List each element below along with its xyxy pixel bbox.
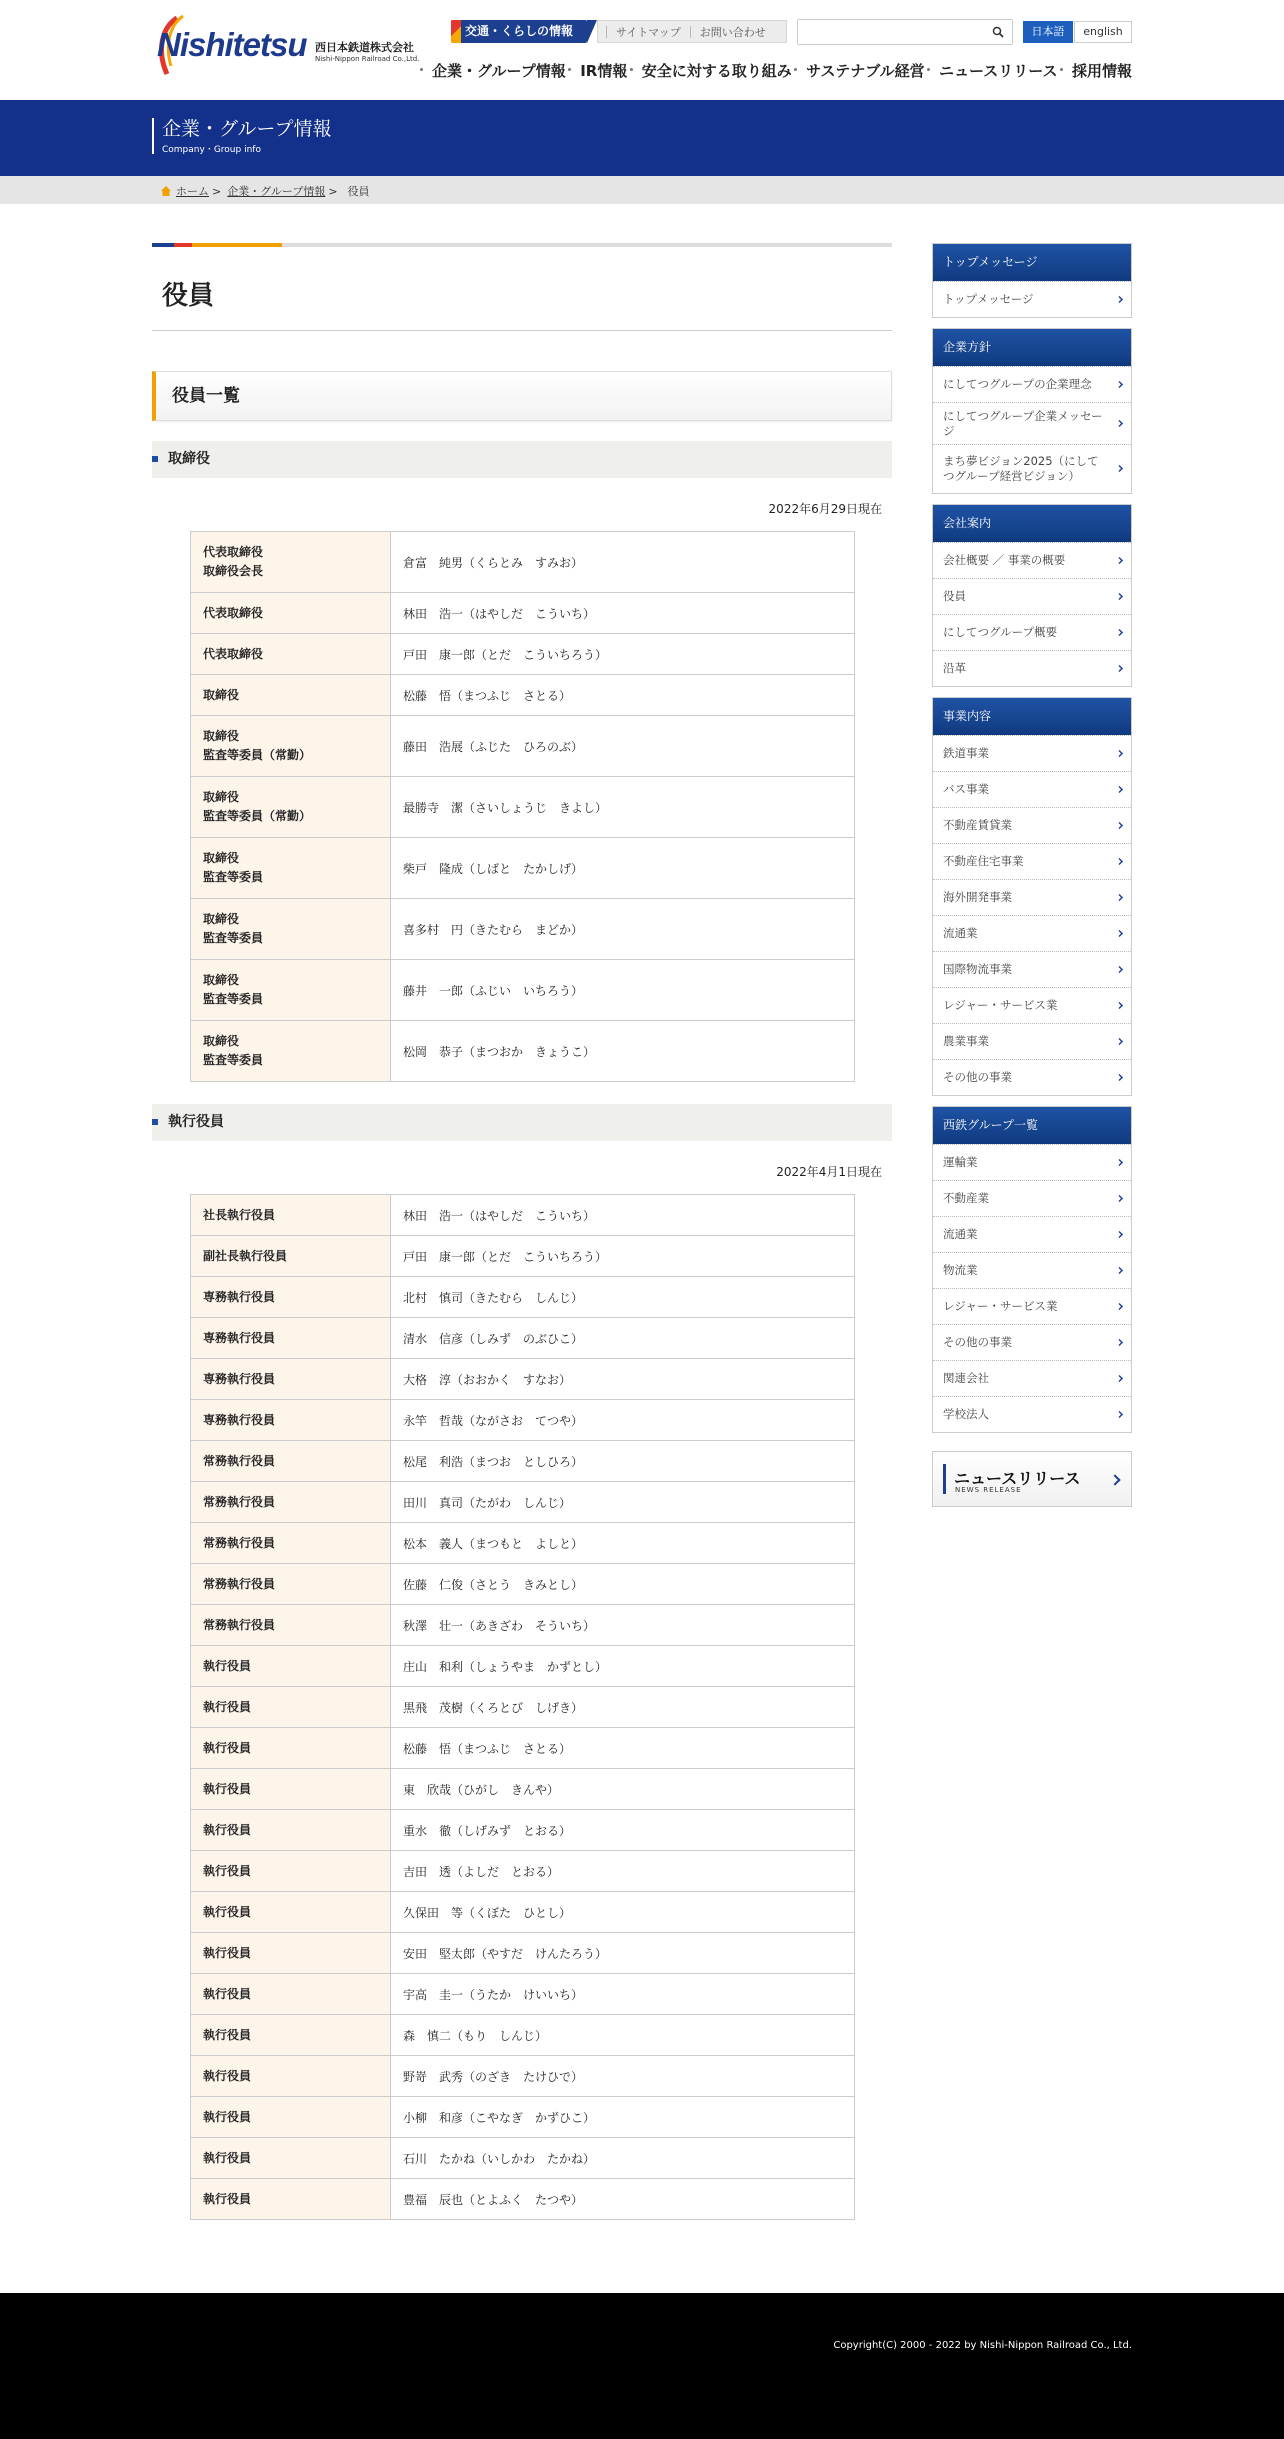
officer-role: 執行役員 — [191, 2138, 391, 2179]
sidebar-item[interactable] — [933, 650, 1131, 686]
nav-company-group[interactable]: 企業・グループ情報 — [420, 60, 566, 82]
officer-role: 専務執行役員 — [191, 1318, 391, 1359]
nav-news-release[interactable]: ニュースリリース — [927, 60, 1058, 82]
officer-role: 執行役員 — [191, 1974, 391, 2015]
chevron-right-icon — [1116, 750, 1123, 757]
sidebar-item-label: 不動産賃貸業 — [943, 818, 1012, 832]
chevron-right-icon — [1116, 1038, 1123, 1045]
breadcrumb-separator: > — [212, 184, 222, 198]
officer-name: 宇高 圭一（うたか けいいち） — [391, 1974, 855, 2015]
officer-role: 取締役 監査等委員 — [191, 1021, 391, 1082]
news-release-title: ニュースリリース — [954, 1469, 1081, 1488]
sidebar-group-title[interactable]: 企業方針 — [933, 329, 1131, 366]
sidebar-group — [932, 243, 1132, 318]
sidebar-group-title[interactable]: 会社案内 — [933, 505, 1131, 542]
officer-name: 小柳 和彦（こやなぎ かずひこ） — [391, 2097, 855, 2138]
officer-role: 代表取締役 — [191, 634, 391, 675]
sidebar-item[interactable] — [933, 1180, 1131, 1216]
officer-role: 執行役員 — [191, 1892, 391, 1933]
chevron-right-icon — [1116, 822, 1123, 829]
officer-role: 社長執行役員 — [191, 1195, 391, 1236]
transport-info-label: 交通・くらしの情報 — [464, 24, 573, 38]
officer-row — [191, 1236, 855, 1277]
chevron-right-icon — [1116, 1375, 1123, 1382]
sidebar-item[interactable] — [933, 1288, 1131, 1324]
arrow-tab-decoration — [587, 20, 597, 43]
officer-name: 松岡 恭子（まつおか きょうこ） — [391, 1021, 855, 1082]
transport-info-button[interactable] — [451, 20, 587, 43]
officer-row — [191, 634, 855, 675]
lang-english-button[interactable]: english — [1074, 21, 1132, 43]
sidebar-item-label: 学校法人 — [943, 1407, 989, 1421]
chevron-right-icon — [1116, 930, 1123, 937]
sidebar-item-label: まち夢ビジョン2025（にしてつグループ経営ビジョン） — [943, 454, 1099, 483]
sidebar-item[interactable] — [933, 1252, 1131, 1288]
chevron-right-icon — [1116, 894, 1123, 901]
officer-row — [191, 838, 855, 899]
sidebar-group — [932, 697, 1132, 1096]
sidebar-item[interactable] — [933, 1144, 1131, 1180]
nav-ir[interactable]: IR情報 — [568, 60, 627, 82]
officer-row — [191, 593, 855, 634]
sidebar-item[interactable] — [933, 1396, 1131, 1432]
officer-row — [191, 1021, 855, 1082]
officer-row — [191, 2179, 855, 2220]
officer-row — [191, 1810, 855, 1851]
sidebar-group — [932, 328, 1132, 494]
officer-name: 清水 信彦（しみず のぶひこ） — [391, 1318, 855, 1359]
category-banner — [0, 100, 1284, 176]
officer-role: 取締役 監査等委員（常勤） — [191, 716, 391, 777]
officer-name: 倉富 純男（くらとみ すみお） — [391, 532, 855, 593]
officer-name: 庄山 和利（しょうやま かずとし） — [391, 1646, 855, 1687]
sidebar-item-label: トップメッセージ — [943, 292, 1034, 306]
chevron-right-icon — [1116, 1339, 1123, 1346]
banner-subtitle: Company・Group info — [162, 145, 261, 155]
banner-heading — [152, 118, 331, 154]
officer-role: 執行役員 — [191, 2179, 391, 2220]
divider — [606, 26, 607, 38]
sidebar-item[interactable] — [933, 402, 1131, 444]
officer-role: 執行役員 — [191, 1646, 391, 1687]
executives-as-of: 2022年4月1日現在 — [776, 1165, 882, 1179]
sidebar-item-label: 関連会社 — [943, 1371, 989, 1385]
chevron-right-icon — [1116, 381, 1123, 388]
sidebar-item[interactable] — [933, 915, 1131, 951]
sidebar-item[interactable] — [933, 444, 1131, 493]
sidebar-item-label: 役員 — [943, 589, 966, 603]
executives-table — [190, 1194, 855, 2220]
officer-name: 大格 淳（おおかく すなお） — [391, 1359, 855, 1400]
officer-row — [191, 532, 855, 593]
officer-row — [191, 2138, 855, 2179]
nav-safety[interactable]: 安全に対する取り組み — [630, 60, 792, 82]
sidebar-group — [932, 504, 1132, 687]
breadcrumb — [0, 176, 1284, 204]
officer-row — [191, 1851, 855, 1892]
sidebar-item-label: にしてつグループ概要 — [943, 625, 1058, 639]
officer-row — [191, 716, 855, 777]
officer-name: 松藤 悟（まつふじ さとる） — [391, 675, 855, 716]
chevron-right-icon — [1116, 465, 1123, 472]
chevron-right-icon — [1109, 1474, 1120, 1485]
officer-row — [191, 1441, 855, 1482]
lang-japanese-button[interactable]: 日本語 — [1023, 21, 1073, 43]
officer-role: 執行役員 — [191, 1769, 391, 1810]
officer-role: 常務執行役員 — [191, 1564, 391, 1605]
officer-name: 藤井 一郎（ふじい いちろう） — [391, 960, 855, 1021]
officer-name: 喜多村 円（きたむら まどか） — [391, 899, 855, 960]
officer-name: 戸田 康一郎（とだ こういちろう） — [391, 1236, 855, 1277]
chevron-right-icon — [1116, 1074, 1123, 1081]
officer-name: 黒飛 茂樹（くろとび しげき） — [391, 1687, 855, 1728]
sidebar-item[interactable] — [933, 614, 1131, 650]
sidebar-item-label: 沿革 — [943, 661, 966, 675]
officer-role: 常務執行役員 — [191, 1482, 391, 1523]
officer-name: 柴戸 隆成（しばと たかしげ） — [391, 838, 855, 899]
officer-name: 佐藤 仁俊（さとう きみとし） — [391, 1564, 855, 1605]
officer-name: 安田 堅太郎（やすだ けんたろう） — [391, 1933, 855, 1974]
officer-role: 専務執行役員 — [191, 1277, 391, 1318]
chevron-right-icon — [1116, 629, 1123, 636]
sidebar-item-label: 農業事業 — [943, 1034, 989, 1048]
chevron-right-icon — [1116, 1002, 1123, 1009]
officer-row — [191, 1646, 855, 1687]
officer-role: 常務執行役員 — [191, 1605, 391, 1646]
sidebar-item[interactable] — [933, 1216, 1131, 1252]
news-release-banner[interactable] — [932, 1451, 1132, 1507]
sidebar-item-label: 流通業 — [943, 926, 978, 940]
chevron-right-icon — [1116, 1159, 1123, 1166]
officer-row — [191, 1974, 855, 2015]
officer-name: 林田 浩一（はやしだ こういち） — [391, 593, 855, 634]
breadcrumb-separator: > — [328, 184, 338, 198]
contact-link[interactable]: お問い合わせ — [699, 25, 766, 39]
main-content — [152, 243, 892, 2220]
sidebar-item-label: その他の事業 — [943, 1335, 1012, 1349]
nav-recruit[interactable]: 採用情報 — [1060, 60, 1132, 82]
sidebar-item-label: 流通業 — [943, 1227, 978, 1241]
officer-role: 執行役員 — [191, 1851, 391, 1892]
banner-title: 企業・グループ情報 — [162, 118, 332, 140]
nav-sustainability[interactable]: サステナブル経営 — [794, 60, 925, 82]
officer-role: 副社長執行役員 — [191, 1236, 391, 1277]
sidebar-item-label: 物流業 — [943, 1263, 978, 1277]
officer-name: 森 慎二（もり しんじ） — [391, 2015, 855, 2056]
officer-row — [191, 1564, 855, 1605]
officer-role: 取締役 監査等委員 — [191, 899, 391, 960]
officer-row — [191, 2015, 855, 2056]
officer-name: 松藤 悟（まつふじ さとる） — [391, 1728, 855, 1769]
officer-row — [191, 1359, 855, 1400]
chevron-right-icon — [1116, 1303, 1123, 1310]
officer-row — [191, 777, 855, 838]
sidebar-item[interactable] — [933, 987, 1131, 1023]
sidebar-item[interactable] — [933, 951, 1131, 987]
officer-row — [191, 1892, 855, 1933]
sidebar-item-label: 海外開発事業 — [943, 890, 1012, 904]
chevron-right-icon — [1116, 420, 1123, 427]
news-release-subtitle: NEWS RELEASE — [955, 1486, 1022, 1494]
divider — [690, 26, 691, 38]
sidebar-item-label: 不動産業 — [943, 1191, 989, 1205]
sidebar-item[interactable] — [933, 879, 1131, 915]
officer-name: 藤田 浩展（ふじた ひろのぶ） — [391, 716, 855, 777]
officer-row — [191, 1277, 855, 1318]
officer-row — [191, 1482, 855, 1523]
directors-as-of: 2022年6月29日現在 — [768, 502, 882, 516]
sidebar-item-label: 国際物流事業 — [943, 962, 1012, 976]
site-footer — [0, 2293, 1284, 2439]
search-icon[interactable] — [992, 26, 1004, 38]
sidebar — [932, 243, 1132, 1507]
officer-row — [191, 1933, 855, 1974]
officer-row — [191, 1318, 855, 1359]
chevron-right-icon — [1116, 665, 1123, 672]
officer-role: 執行役員 — [191, 1933, 391, 1974]
officer-role: 常務執行役員 — [191, 1523, 391, 1564]
logo-company-jp: 西日本鉄道株式会社 — [315, 41, 414, 54]
officer-name: 豊福 辰也（とよふく たつや） — [391, 2179, 855, 2220]
officer-role: 執行役員 — [191, 1728, 391, 1769]
officer-role: 取締役 監査等委員 — [191, 960, 391, 1021]
sidebar-item[interactable] — [933, 1324, 1131, 1360]
officer-role: 常務執行役員 — [191, 1441, 391, 1482]
sidebar-group-title[interactable]: 西鉄グループ一覧 — [933, 1107, 1131, 1144]
logo-wordmark: Nishitetsu — [157, 26, 307, 63]
chevron-right-icon — [1116, 1267, 1123, 1274]
executives-heading: 執行役員 — [152, 1104, 892, 1141]
sidebar-item[interactable] — [933, 1360, 1131, 1396]
officer-role: 代表取締役 — [191, 593, 391, 634]
officer-row — [191, 960, 855, 1021]
officer-name: 松尾 利浩（まつお としひろ） — [391, 1441, 855, 1482]
officer-name: 戸田 康一郎（とだ こういちろう） — [391, 634, 855, 675]
officer-row — [191, 2056, 855, 2097]
chevron-right-icon — [1116, 1411, 1123, 1418]
officer-name: 久保田 等（くぼた ひとし） — [391, 1892, 855, 1933]
global-nav — [420, 60, 1132, 82]
sidebar-item[interactable] — [933, 843, 1131, 879]
officer-name: 重水 徹（しげみず とおる） — [391, 1810, 855, 1851]
officer-row — [191, 1523, 855, 1564]
sidebar-item[interactable] — [933, 1059, 1131, 1095]
sidebar-item-label: にしてつグループ企業メッセージ — [943, 408, 1103, 438]
officer-row — [191, 899, 855, 960]
sidebar-item-label: レジャー・サービス業 — [943, 1299, 1058, 1313]
chevron-right-icon — [1116, 1195, 1123, 1202]
officer-name: 北村 慎司（きたむら しんじ） — [391, 1277, 855, 1318]
sidebar-group-title[interactable]: 事業内容 — [933, 698, 1131, 735]
site-logo[interactable] — [155, 12, 425, 82]
breadcrumb-parent-link[interactable]: 企業・グループ情報 — [227, 185, 326, 198]
sidebar-item-label: 会社概要 ／ 事業の概要 — [943, 553, 1066, 567]
accent-bar — [943, 1464, 946, 1494]
chevron-right-icon — [1116, 786, 1123, 793]
officer-role: 取締役 — [191, 675, 391, 716]
sidebar-item-label: 不動産住宅事業 — [943, 854, 1024, 868]
officer-role: 専務執行役員 — [191, 1400, 391, 1441]
section-heading: 役員一覧 — [152, 371, 892, 421]
sidebar-item[interactable] — [933, 366, 1131, 402]
officer-name: 石川 たかね（いしかわ たかね） — [391, 2138, 855, 2179]
sitemap-link[interactable]: サイトマップ — [616, 25, 681, 39]
site-header — [0, 0, 1284, 100]
sidebar-item-label: 運輸業 — [943, 1155, 978, 1169]
search-box — [797, 19, 1013, 45]
utility-links — [597, 20, 787, 43]
officer-role: 執行役員 — [191, 1810, 391, 1851]
copyright: Copyright(C) 2000 - 2022 by Nishi-Nippon Railroad Co., Ltd. — [833, 2340, 1132, 2351]
officer-role: 代表取締役 取締役会長 — [191, 532, 391, 593]
sidebar-item-label: レジャー・サービス業 — [943, 998, 1058, 1012]
sidebar-item-label: 鉄道事業 — [943, 746, 989, 760]
sidebar-item[interactable] — [933, 1023, 1131, 1059]
chevron-right-icon — [1116, 1231, 1123, 1238]
chevron-right-icon — [1116, 557, 1123, 564]
search-input[interactable] — [798, 20, 978, 44]
officer-row — [191, 1400, 855, 1441]
directors-table — [190, 531, 855, 1082]
logo-company-en: Nishi-Nippon Railroad Co.,Ltd. — [315, 55, 420, 63]
sidebar-group-title[interactable]: トップメッセージ — [933, 244, 1131, 281]
officer-name: 永竿 哲哉（ながさお てつや） — [391, 1400, 855, 1441]
home-icon — [160, 185, 172, 197]
officer-name: 吉田 透（よしだ とおる） — [391, 1851, 855, 1892]
sidebar-item[interactable] — [933, 542, 1131, 578]
chevron-right-icon — [1116, 593, 1123, 600]
officer-name: 最勝寺 潔（さいしょうじ きよし） — [391, 777, 855, 838]
officer-name: 東 欣哉（ひがし きんや） — [391, 1769, 855, 1810]
officer-row — [191, 1769, 855, 1810]
sidebar-group — [932, 1106, 1132, 1433]
page-title: 役員 — [152, 247, 892, 331]
sidebar-item-label: にしてつグループの企業理念 — [943, 377, 1092, 391]
officer-name: 田川 真司（たがわ しんじ） — [391, 1482, 855, 1523]
sidebar-item-label: バス事業 — [943, 782, 989, 796]
officer-role: 専務執行役員 — [191, 1359, 391, 1400]
directors-heading: 取締役 — [152, 441, 892, 478]
sidebar-item[interactable] — [933, 807, 1131, 843]
officer-role: 取締役 監査等委員（常勤） — [191, 777, 391, 838]
officer-row — [191, 1687, 855, 1728]
officer-name: 野嵜 武秀（のざき たけひで） — [391, 2056, 855, 2097]
sidebar-item[interactable] — [933, 735, 1131, 771]
breadcrumb-current: 役員 — [347, 185, 370, 198]
officer-role: 執行役員 — [191, 1687, 391, 1728]
officer-row — [191, 1728, 855, 1769]
officer-name: 松本 義人（まつもと よしと） — [391, 1523, 855, 1564]
chevron-right-icon — [1116, 296, 1123, 303]
officer-role: 執行役員 — [191, 2097, 391, 2138]
officer-row — [191, 2097, 855, 2138]
officer-role: 執行役員 — [191, 2056, 391, 2097]
officer-name: 秋澤 壮一（あきざわ そういち） — [391, 1605, 855, 1646]
officer-role: 執行役員 — [191, 2015, 391, 2056]
sidebar-item-label: その他の事業 — [943, 1070, 1012, 1084]
chevron-right-icon — [1116, 858, 1123, 865]
stripe-decoration — [451, 20, 461, 43]
sidebar-item[interactable] — [933, 281, 1131, 317]
chevron-right-icon — [1116, 966, 1123, 973]
officer-row — [191, 1605, 855, 1646]
sidebar-item[interactable] — [933, 771, 1131, 807]
breadcrumb-home-link[interactable]: ホーム — [176, 185, 209, 198]
officer-role: 取締役 監査等委員 — [191, 838, 391, 899]
title-accent-rule — [152, 243, 892, 247]
sidebar-item[interactable] — [933, 578, 1131, 614]
officer-row — [191, 1195, 855, 1236]
officer-row — [191, 675, 855, 716]
officer-name: 林田 浩一（はやしだ こういち） — [391, 1195, 855, 1236]
